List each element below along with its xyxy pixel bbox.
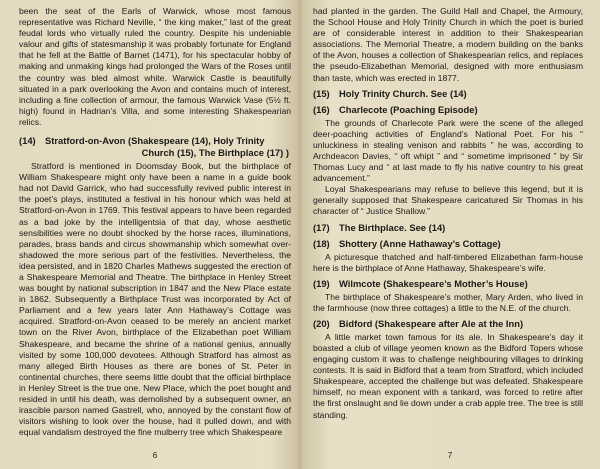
section-number: (15): [313, 87, 330, 99]
section-number: (14): [19, 135, 36, 147]
section-body: A picturesque thatched and half-timbered Elizabethan farm-house here is the birthplace of Anne Hathaway, Shakespeare’s wife.: [313, 251, 583, 273]
intro-paragraph: had planted in the garden. The Guild Hall and Chapel, the Armoury, the School House and Holy Trinity Church in which the poet is buried are of considerable interest in addition to their Shakespearian associations. The Memorial Theatre, a modern building on the banks of the Avon, houses a collection of Shakespearian relics, and replaces the pseudo-Elizabethan Memorial, designed with more enthusiasm than taste, which was erected in 1877.: [313, 6, 583, 83]
section-number: (20): [313, 317, 330, 329]
section-title: Charlecote (Poaching Episode): [339, 103, 478, 115]
section-body: The grounds of Charlecote Park were the scene of the alleged deer-poaching activities of England’s National Poet. For his “ unluckiness in stealing venison and rabbits ” he was, according to Archdeacon Davies, “ oft whipt ” and “ sometime imprisoned ” by Sir Thomas Lucy and “ at last made to fly his native country to his great advancement.”: [313, 117, 583, 184]
section-heading-16: [313, 104, 583, 116]
page-number: 6: [152, 450, 158, 460]
section-heading-15: [313, 88, 583, 100]
section-heading-20: [313, 318, 583, 330]
right-page: [300, 0, 600, 469]
section-heading-17: [313, 222, 583, 234]
section-body: Loyal Shakespearians may refuse to believe this legend, but it is generally supposed that Shakespeare caricatured Sir Thomas in his character of “ Justice Shallow.”: [313, 184, 583, 217]
section-body: A little market town famous for its ale. In Shakespeare’s day it boasted a club of village yeomen known as the Bidford Topers whose engaging custom it was to challenge neighbouring villages to drinking contests. It is said in Bidford that a team from Stratford, which included Shakespeare, accepted the challenge but was defeated. Shakespeare himself, no mean exponent with a tankard, was forced to retire after the first onslaught and lie down under a crab apple tree. The tree is still standing.: [313, 331, 583, 420]
page-number: 7: [447, 450, 453, 460]
section-number: (17): [313, 221, 330, 233]
section-title-line2: Church (15), The Birthplace (17) ): [141, 147, 289, 159]
section-heading-14: [19, 135, 291, 159]
section-title: Shottery (Anne Hathaway’s Cottage): [339, 237, 501, 249]
section-heading-18: [313, 238, 583, 250]
section-title-line1: Stratford-on-Avon (Shakespeare (14), Holy Trinity: [45, 135, 265, 147]
section-heading-19: [313, 278, 583, 290]
intro-paragraph: been the seat of the Earls of Warwick, whose most famous representative was Richard Neville, “ the king maker,” last of the great feudal lords who virtually ruled the country. Despite his undeniable valour and gifts of statesmanship it was probably fortunate for England that he fell at the Battle of Barnet (1471), for his spectacular hobby of making and unmaking kings had prolonged the Wars of the Roses until the country was bled almost white. Warwick Castle is beautifully situated in a park overlooking the Avon and contains much of interest, including a fine collection of armour, the famous Warwick Vase (5½ ft. high) found in Hadrian’s Villa, and some interesting Shakespearian relics.: [19, 6, 291, 127]
section-title: Holy Trinity Church. See (14): [339, 87, 467, 99]
section-number: (18): [313, 237, 330, 249]
section-title: Bidford (Shakespeare after Ale at the Inn): [339, 317, 524, 329]
section-number: (16): [313, 103, 330, 115]
section-body: The birthplace of Shakespeare’s mother, Mary Arden, who lived in the farmhouse (now three cottages) a little to the N.E. of the church.: [313, 291, 583, 313]
section-body: Stratford is mentioned in Doomsday Book, but the birthplace of William Shakespeare might only have been a name in a guide book had not David Garrick, who had successfully revived public interest in the poet’s plays, instituted a festival in his honour which was held at Stratford-on-Avon in 1769. This festival appears to have been regarded as a bad joke by the intelligentsia of that day, whose aesthetic sensibilities were no doubt shocked by the horse races, illuminations, parades, brass bands and circus showmanship which somewhat over-shadowed the more serious part of the festivities. Nevertheless, the idea persisted, and in 1820 Charles Mathews suggested the erection of a Shakespeare Memorial and Theatre. The birthplace in Henley Street was bought by national subscription in 1847 and the New Place estate in 1862. Subsequently a Birthplace Trust was incorporated by Act of Parliament and a few years later Ann Hathaway’s Cottage was acquired. Stratford-on-Avon ceased to be merely an ancient market town on the River Avon, birthplace of the Elizabethan poet William Shakespeare, and became the shrine of a national genius, annually visited by some 100,000 devotees. Although Stratford has almost as many alleged Birth Houses as there are bones of St. Peter in continental churches, there seems little doubt that the official birthplace in Henley Street is the true one. New Place, which the poet bought and resided in until his death, was demolished by a subsequent owner, an irascible parson named Gastrell, who, annoyed by the constant flow of visitors wishing to look over the house, had it pulled down, and with equal vandalism destroyed the fine mulberry tree which Shakespeare: [19, 161, 291, 438]
section-title: The Birthplace. See (14): [339, 221, 446, 233]
section-number: (19): [313, 277, 330, 289]
section-title: Wilmcote (Shakespeare’s Mother’s House): [339, 277, 528, 289]
